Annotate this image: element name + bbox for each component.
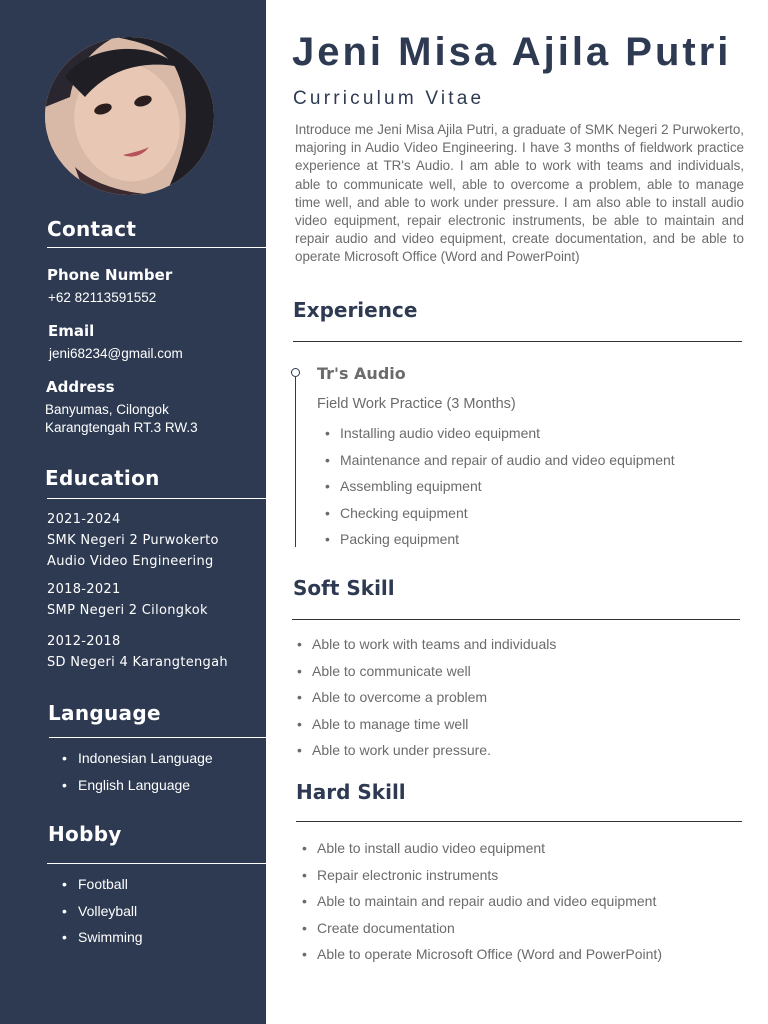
hobby-divider [47,863,266,864]
email-label: Email [48,322,95,340]
hard-skill-list [301,839,662,972]
hard-skill-heading: Hard Skill [296,780,406,804]
hard-skill-divider [296,821,742,822]
soft-skill-heading: Soft Skill [293,576,395,600]
profile-photo [45,37,214,195]
hobby-item: • Swimming [60,928,143,955]
soft-skill-item: • Able to work with teams and individuals [296,635,556,662]
education-divider [47,498,266,499]
timeline-line [295,377,296,547]
language-heading: Language [48,701,161,725]
hobby-list [60,875,143,955]
intro-paragraph: Introduce me Jeni Misa Ajila Putri, a graduate of SMK Negeri 2 Purwokerto, majoring in Audio Video Engineering. I have 3 months of fieldwork practice experience at TR's Audio. I am able to work with teams and individuals, able to communicate well, able to overcome a problem, able to manage time well, and able to work under pressure. I am also able to install audio video equipment, repair electronic instruments, be able to maintain and repair audio and video equipment, create documentation, and be able to operate Microsoft Office (Word and PowerPoint) [295,122,744,265]
soft-skill-item: • Able to overcome a problem [296,688,556,715]
education-years: 2012-2018 [47,634,121,649]
education-major: Audio Video Engineering [47,554,214,569]
experience-divider [293,341,742,342]
address-line-1: Banyumas, Cilongok [45,402,169,417]
experience-heading: Experience [293,298,418,322]
experience-task: • Installing audio video equipment [324,424,675,451]
education-years: 2018-2021 [47,582,121,597]
education-school: SMK Negeri 2 Purwokerto [47,533,219,548]
hobby-item: • Volleyball [60,902,143,929]
hard-skill-item: • Able to operate Microsoft Office (Word and PowerPoint) [301,945,662,972]
experience-company: Tr's Audio [317,364,406,383]
address-label: Address [46,378,115,396]
timeline-dot [291,368,300,377]
sidebar [0,0,266,1024]
hard-skill-item: • Repair electronic instruments [301,866,662,893]
document-subtitle: Curriculum Vitae [293,88,485,109]
language-list [60,749,213,802]
language-item: • English Language [60,776,213,803]
soft-skill-item: • Able to manage time well [296,715,556,742]
contact-heading: Contact [47,217,137,241]
avatar [45,37,214,195]
email-address: jeni68234@gmail.com [49,346,183,361]
soft-skill-divider [292,619,740,620]
soft-skill-item: • Able to work under pressure. [296,741,556,768]
soft-skill-list [296,635,556,768]
phone-label: Phone Number [47,266,173,284]
hobby-heading: Hobby [48,822,122,846]
soft-skill-item: • Able to communicate well [296,662,556,689]
education-heading: Education [45,466,160,490]
education-years: 2021-2024 [47,512,121,527]
hard-skill-item: • Able to maintain and repair audio and video equipment [301,892,662,919]
experience-task-list [324,424,675,557]
hobby-item: • Football [60,875,143,902]
hard-skill-item: • Able to install audio video equipment [301,839,662,866]
experience-task: • Maintenance and repair of audio and video equipment [324,451,675,478]
full-name: Jeni Misa Ajila Putri [292,30,732,74]
experience-task: • Packing equipment [324,530,675,557]
education-school: SD Negeri 4 Karangtengah [47,655,228,670]
contact-divider [47,247,266,248]
address-line-2: Karangtengah RT.3 RW.3 [45,420,198,435]
hard-skill-item: • Create documentation [301,919,662,946]
phone-number: +62 82113591552 [48,290,157,305]
language-item: • Indonesian Language [60,749,213,776]
experience-task: • Checking equipment [324,504,675,531]
experience-task: • Assembling equipment [324,477,675,504]
language-divider [49,737,266,738]
education-school: SMP Negeri 2 Cilongkok [47,603,208,618]
experience-role: Field Work Practice (3 Months) [317,396,516,412]
